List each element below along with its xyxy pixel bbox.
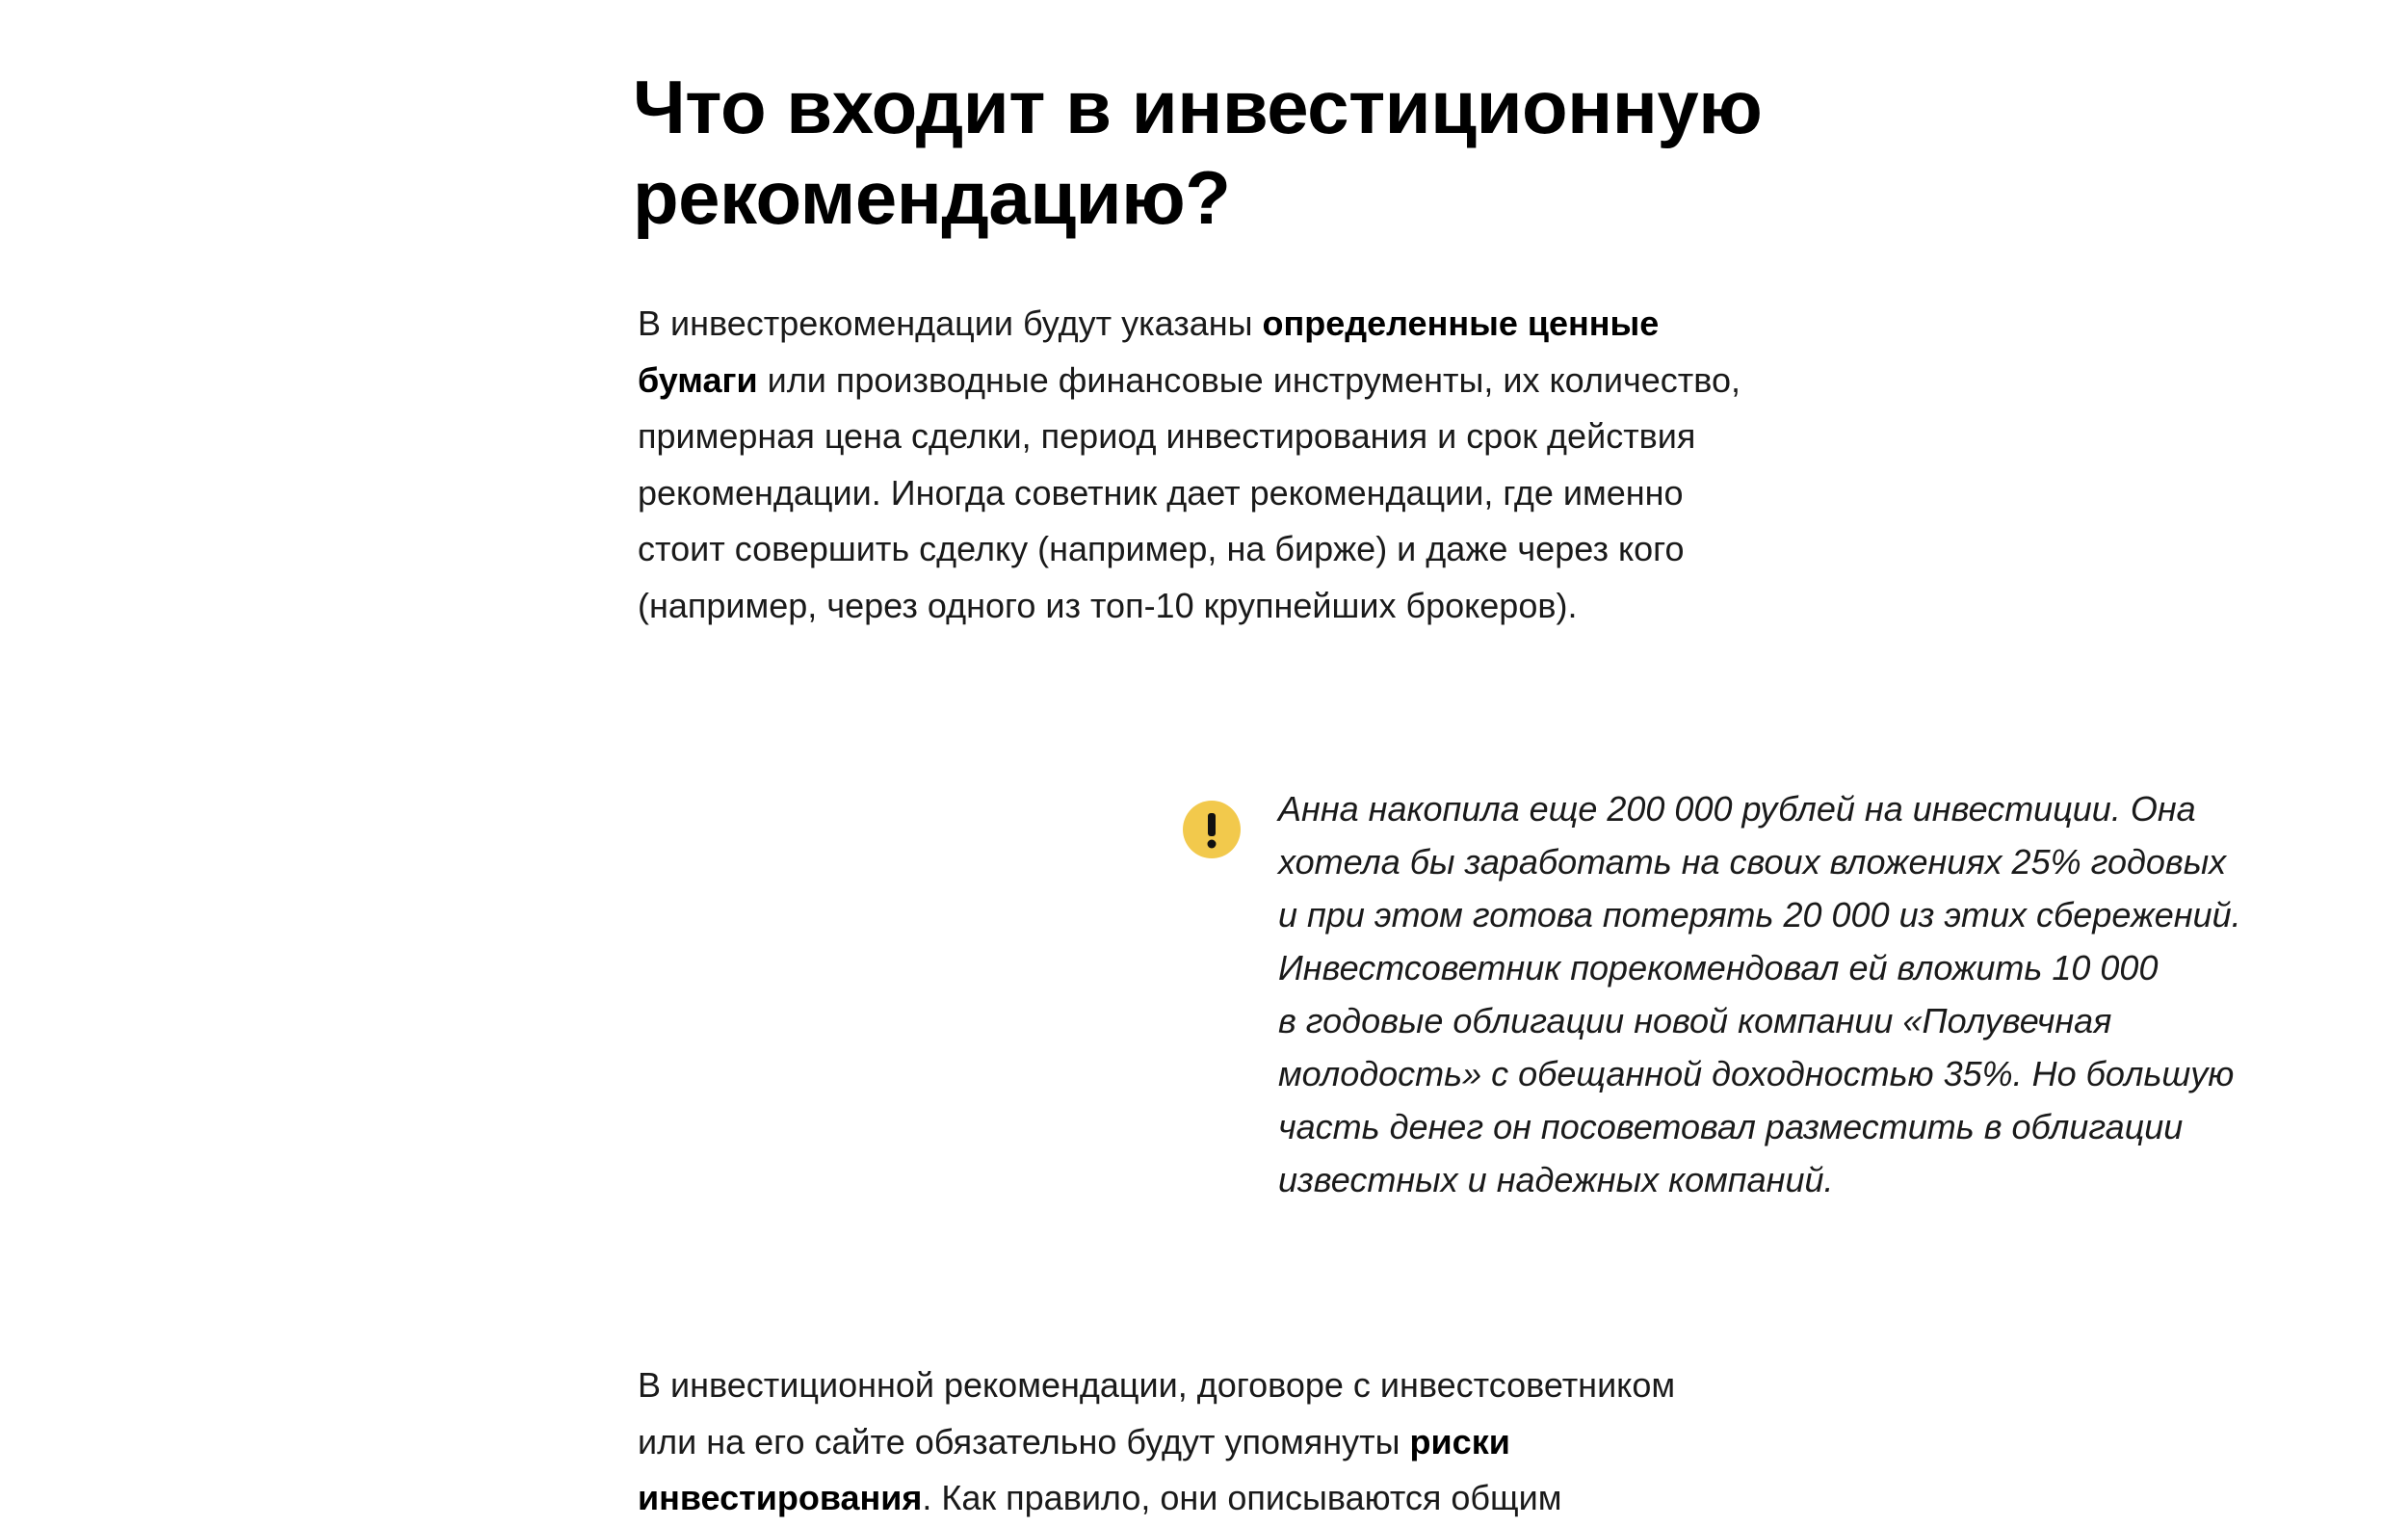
bold-term-risks: инвестирования xyxy=(638,1478,923,1517)
paragraph-risks xyxy=(638,1357,1890,1527)
paragraph-line: стоит совершить сделку (например, на бирже) и даже через кого xyxy=(638,529,1685,568)
paragraph-text: или на его сайте обязательно будут упомянуты xyxy=(638,1421,1410,1461)
paragraph-line: В инвестиционной рекомендации, договоре с инвестсоветником xyxy=(638,1365,1676,1405)
paragraph-text: или производные финансовые инструменты, их количество, xyxy=(757,359,1741,400)
paragraph-line xyxy=(638,353,1890,409)
paragraph-text: . Как правило, они описываются общим xyxy=(922,1478,1562,1517)
exclamation-icon xyxy=(1183,801,1241,858)
paragraph-line: примерная цена сделки, период инвестирования и срок действия xyxy=(638,416,1696,456)
bold-term-risks: риски xyxy=(1409,1421,1510,1461)
bold-term-securities: определенные ценные xyxy=(1262,303,1660,343)
note-line: хотела бы заработать на своих вложениях 25% годовых xyxy=(1278,842,2227,882)
paragraph-line xyxy=(638,1414,1890,1471)
paragraph-recommendation-contents xyxy=(638,296,1890,634)
note-line: Инвестсоветник порекомендовал ей вложить 10 000 xyxy=(1278,948,2159,987)
note-line: в годовые облигации новой компании «Полувечная xyxy=(1278,1001,2112,1040)
note-line: часть денег он посоветовал разместить в облигации xyxy=(1278,1107,2184,1146)
page-heading xyxy=(633,62,1981,243)
example-note xyxy=(1278,782,2386,1206)
paragraph-line xyxy=(638,1470,1890,1527)
heading-line: Что входит в инвестиционную xyxy=(633,65,1763,149)
note-line: известных и надежных компаний. xyxy=(1278,1160,1834,1199)
paragraph-line xyxy=(638,296,1890,353)
paragraph-line: рекомендации. Иногда советник дает рекомендации, где именно xyxy=(638,472,1684,513)
note-line: молодость» с обещанной доходностью 35%. Но большую xyxy=(1278,1054,2235,1093)
paragraph-text: В инвестрекомендации будут указаны xyxy=(638,303,1263,343)
paragraph-line: (например, через одного из топ-10 крупнейших брокеров). xyxy=(638,585,1578,625)
note-line: и при этом готова потерять 20 000 из этих сбережений. xyxy=(1278,895,2241,935)
heading-line: рекомендацию? xyxy=(633,155,1231,240)
note-line: Анна накопила еще 200 000 рублей на инвестиции. Она xyxy=(1278,789,2196,829)
bold-term-securities: бумаги xyxy=(638,359,758,400)
